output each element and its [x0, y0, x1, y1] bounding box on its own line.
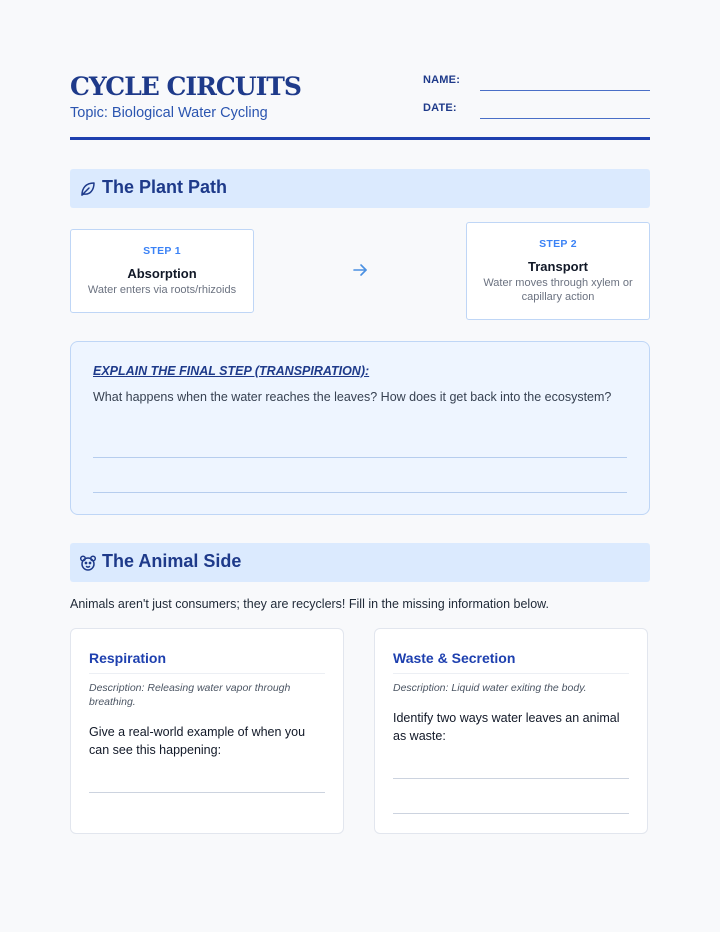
step-1-label: STEP 1 [143, 245, 181, 257]
header-divider [70, 137, 650, 140]
respiration-answer-line[interactable] [89, 792, 325, 793]
leaf-icon [79, 180, 97, 198]
date-field [423, 102, 650, 122]
plant-section-title: The Plant Path [102, 177, 228, 197]
name-label: NAME: [423, 74, 461, 86]
respiration-title: Respiration [89, 650, 167, 666]
step-1-desc: Water enters via roots/rhizoids [87, 284, 237, 296]
date-label: DATE: [423, 102, 457, 114]
explain-box [70, 341, 650, 515]
step-1-name: Absorption [127, 266, 197, 281]
arrow-right-icon [352, 262, 368, 278]
animal-intro: Animals aren't just consumers; they are recyclers! Fill in the missing information below. [70, 597, 549, 611]
respiration-desc: Description: Releasing water vapor through breathing. [89, 682, 291, 708]
worksheet-topic: Topic: Biological Water Cycling [70, 105, 268, 121]
step-2-label: STEP 2 [539, 238, 577, 250]
card-divider [393, 673, 629, 674]
worksheet-header [70, 72, 650, 142]
waste-card [374, 628, 648, 834]
waste-answer-line-2[interactable] [393, 813, 629, 814]
animal-section-banner [70, 543, 650, 582]
explain-question: What happens when the water reaches the leaves? How does it get back into the ecosystem? [93, 390, 612, 404]
waste-prompt: Identify two ways water leaves an animal as waste: [393, 711, 620, 743]
waste-answer-line-1[interactable] [393, 778, 629, 779]
step-2-card [466, 222, 650, 320]
animal-section-title: The Animal Side [102, 551, 242, 571]
date-input-line[interactable] [480, 118, 650, 119]
waste-title: Waste & Secretion [393, 650, 516, 666]
answer-line-2[interactable] [93, 492, 627, 493]
step-2-name: Transport [528, 259, 588, 274]
step-1-card [70, 229, 254, 313]
name-input-line[interactable] [480, 90, 650, 91]
respiration-prompt: Give a real-world example of when you can see this happening: [89, 725, 306, 757]
explain-title: EXPLAIN THE FINAL STEP (TRANSPIRATION): [93, 364, 370, 378]
animal-face-icon [79, 554, 97, 572]
waste-desc: Description: Liquid water exiting the body. [393, 682, 587, 694]
worksheet-title: CYCLE CIRCUITS [70, 72, 301, 101]
answer-line-1[interactable] [93, 457, 627, 458]
card-divider [89, 673, 325, 674]
step-2-desc: Water moves through xylem or capillary action [483, 277, 633, 303]
plant-section-banner [70, 169, 650, 208]
name-field [423, 74, 650, 94]
respiration-card [70, 628, 344, 834]
